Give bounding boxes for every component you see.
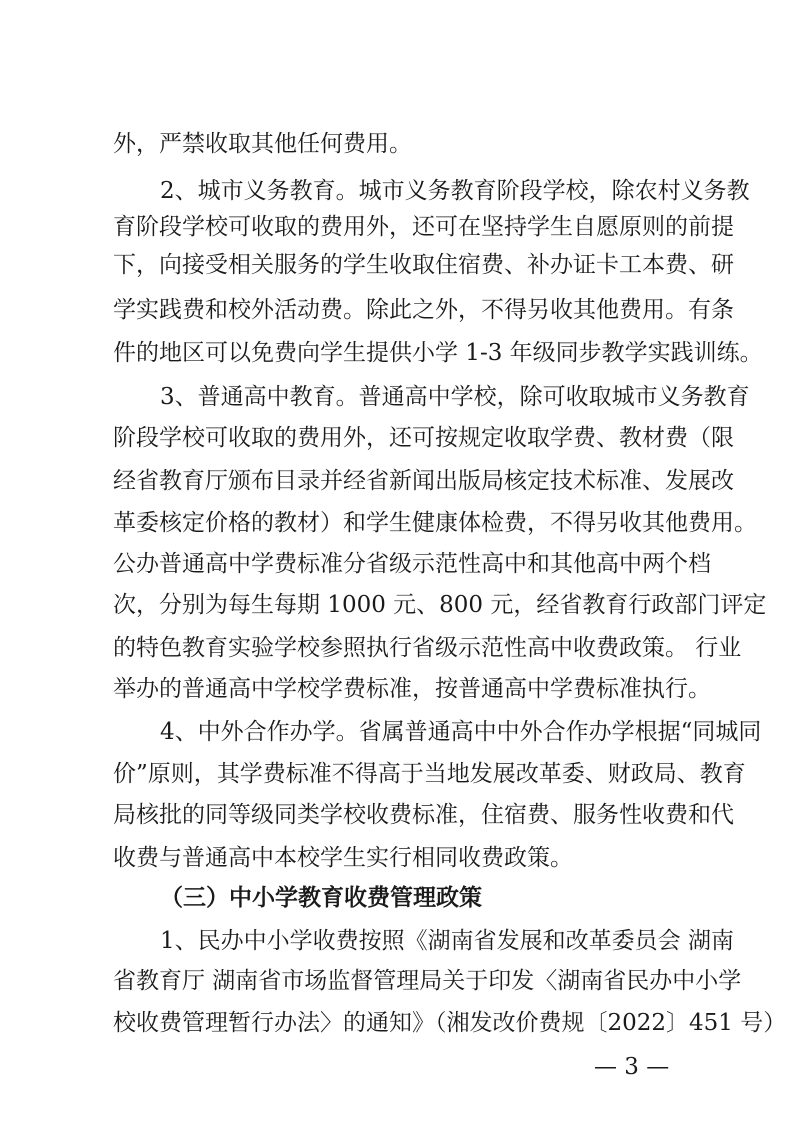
text-line-17: 局核批的同等级同类学校收费标准，住宿费、服务性收费和代 (113, 802, 734, 828)
page-number: — 3 — (594, 1054, 670, 1080)
text-line-7: 3、普通高中教育。普通高中学校，除可收取城市义务教育 (160, 384, 750, 410)
text-line-15: 4、中外合作办学。省属普通高中中外合作办学根据“同城同 (160, 719, 762, 745)
text-line-3: 育阶段学校可收取的费用外，还可在坚持学生自愿原则的前提 (113, 214, 734, 240)
text-line-4: 下，向接受相关服务的学生收取住宿费、补办证卡工本费、研 (113, 252, 734, 278)
text-line-9: 经省教育厅颁布目录并经省新闻出版局核定技术标准、发展改 (113, 468, 734, 494)
text-line-1: 外，严禁收取其他任何费用。 (113, 131, 412, 157)
text-line-8: 阶段学校可收取的费用外，还可按规定收取学费、教材费（限 (113, 425, 734, 451)
text-line-11: 公办普通高中学费标准分省级示范性高中和其他高中两个档 (113, 551, 711, 577)
text-line-13: 的特色教育实验学校参照执行省级示范性高中收费政策。 行业 (113, 635, 742, 661)
text-line-12: 次，分别为每生每期 1000 元、800 元，经省教育行政部门评定 (113, 592, 767, 618)
text-line-16: 价”原则，其学费标准不得高于当地发展改革委、财政局、教育 (113, 761, 746, 787)
text-line-21: 省教育厅 湖南省市场监督管理局关于印发〈湖南省民办中小学 (113, 968, 742, 994)
text-line-2: 2、城市义务教育。城市义务教育阶段学校，除农村义务教 (160, 178, 750, 204)
text-line-14: 举办的普通高中学校学费标准，按普通高中学费标准执行。 (113, 676, 711, 702)
text-line-20: 1、民办中小学收费按照《湖南省发展和改革委员会 湖南 (160, 928, 734, 954)
text-line-10: 革委核定价格的教材）和学生健康体检费，不得另收其他费用。 (113, 510, 757, 536)
text-line-6: 件的地区可以免费向学生提供小学 1-3 年级同步教学实践训练。 (113, 340, 763, 366)
section-heading: （三）中小学教育收费管理政策 (160, 885, 482, 911)
text-line-18: 收费与普通高中本校学生实行相同收费政策。 (113, 845, 573, 871)
text-line-5: 学实践费和校外活动费。除此之外，不得另收其他费用。有条 (113, 297, 734, 323)
text-line-22: 校收费管理暂行办法〉的通知》（湘发改价费规〔2022〕451 号） (113, 1010, 787, 1036)
